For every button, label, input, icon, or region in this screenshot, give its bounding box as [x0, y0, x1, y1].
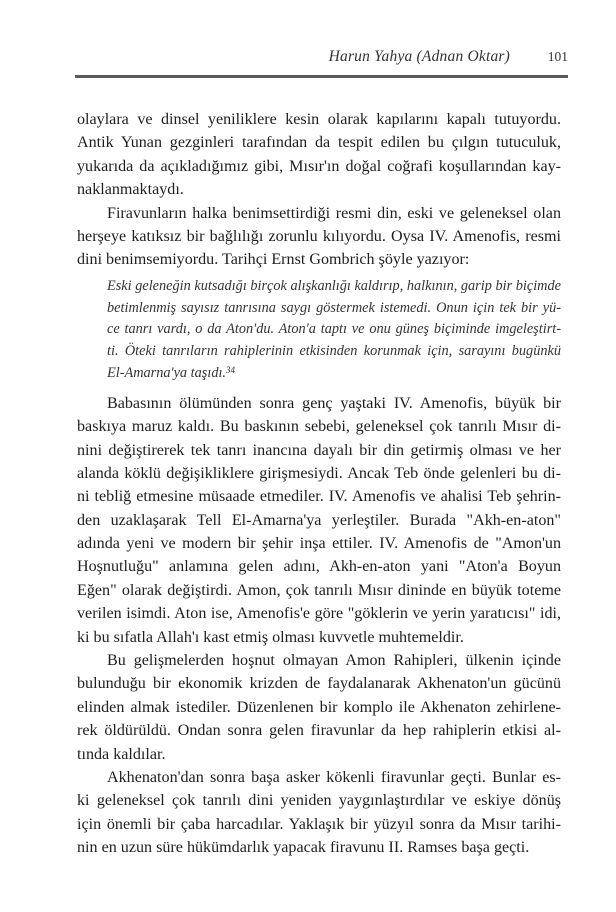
text-line: baskıya maruz kaldı. Bu baskının sebebi, geleneksel çok tanrılı Mısır di- — [77, 418, 561, 436]
text-line: alanda köklü değişikliklere girişmesiydi. Ancak Teb önde gelenleri bu di- — [77, 464, 561, 482]
text-line: den uzaklaşarak Tell El-Amarna'ya yerleştiler. Burada "Akh-en-aton" — [77, 511, 561, 529]
text-line: Antik Yunan gezginleri tarafından da tespit edilen bu çılgın tutuculuk, — [77, 134, 561, 152]
quote-line: Eski geleneğin kutsadığı birçok alışkanlığı kaldırıp, halkının, garip bir biçimde — [107, 277, 561, 294]
text-line: tında kaldılar. — [77, 745, 166, 763]
text-line: verilen isimdi. Aton ise, Amenofis'e göre "göklerin ve yerin yaratıcısı" idi, — [77, 605, 561, 623]
text-line: rek öldürüldü. Ondan sonra gelen firavunlar da hep rahiplerin etkisi al- — [77, 722, 561, 740]
quote-line: betimlenmiş sayısız tanrısına saygı göstermek istemedi. Onun için tek bir yü- — [107, 299, 561, 316]
running-header — [75, 46, 568, 70]
text-line: Firavunların halka benimsettirdiği resmi din, eski ve geleneksel olan — [107, 204, 561, 222]
text-line: Babasının ölümünden sonra genç yaştaki IV. Amenofis, büyük bir — [107, 394, 561, 412]
text-line: ki geleneksel çok tanrılı dini yeniden yaygınlaştırdılar ve eskiye dönüş — [77, 792, 561, 810]
page-body — [77, 108, 561, 860]
header-rule — [75, 75, 568, 78]
text-line: ki bu sıfatla Allah'ı kast etmiş olması kuvvetle muhtemeldir. — [77, 628, 464, 646]
paragraph — [77, 649, 561, 766]
text-line: bulunduğu bir ekonomik krizden de faydalanarak Akhenaton'un gücünü — [77, 675, 561, 693]
paragraph — [77, 202, 561, 272]
text-line: Eğen" olarak değiştirdi. Amon, çok tanrılı Mısır dininde en büyük toteme — [77, 581, 561, 599]
quote-line: ti. Öteki tanrıların rahiplerinin etkisinden korunmak için, sarayını bugünkü — [107, 343, 561, 360]
paragraph — [77, 108, 561, 202]
text-line: elinden almak istediler. Düzenlenen bir komplo ile Akhenaton zehirlene- — [77, 698, 561, 716]
page-number: 101 — [547, 49, 568, 64]
block-quote — [107, 276, 561, 385]
body-paragraphs-after-quote — [77, 392, 561, 860]
quote-line: El-Amarna'ya taşıdı.$^{34}$ — [107, 364, 236, 381]
text-line: nini değiştirerek tek tanrı inancına dayalı bir din getirmiş olması ve her — [77, 441, 561, 459]
text-line: dini benimsemiyordu. Tarihçi Ernst Gombrich şöyle yazıyor: — [77, 251, 470, 269]
text-line: Bu gelişmelerden hoşnut olmayan Amon Rahipleri, ülkenin içinde — [107, 652, 561, 670]
body-paragraphs-before-quote — [77, 108, 561, 272]
paragraph — [77, 392, 561, 649]
text-line: adında yeni ve modern bir şehir inşa ettiler. IV. Amenofis de "Amon'un — [77, 535, 561, 553]
footnote-reference[interactable]: 34 — [226, 364, 236, 375]
text-line: için önemli bir çaba harcadılar. Yaklaşık bir yüzyıl sonra da Mısır tarihi- — [77, 815, 561, 833]
text-line: olaylara ve dinsel yeniliklere kesin olarak kapılarını kapalı tutuyordu. — [77, 111, 561, 128]
text-line: herşeye katıksız bir bağlılığı zorunlu kılıyordu. Oysa IV. Amenofis, resmi — [77, 227, 561, 245]
paragraph — [77, 766, 561, 860]
text-line: Akhenaton'dan sonra başa asker kökenli firavunlar geçti. Bunlar es- — [107, 768, 561, 786]
header-author: Harun Yahya (Adnan Oktar) — [328, 48, 510, 65]
text-line: ni tebliğ etmesine müsaade etmediler. IV. Amenofis ve ahalisi Teb şehrin- — [77, 488, 561, 506]
text-line: Hoşnutluğu" anlamına gelen adını, Akh-en-aton yani "Aton'a Boyun — [77, 558, 561, 576]
quote-line: ce tanrı vardı, o da Aton'du. Aton'a taptı ve onu güneş biçiminde imgeleştirt- — [107, 321, 561, 338]
text-line: yukarıda da açıkladığımız gibi, Mısır'ın doğal coğrafi koşullarından kay- — [77, 157, 561, 175]
text-line: nin en uzun süre hükümdarlık yapacak firavunu II. Ramses başa geçti. — [77, 839, 530, 857]
text-line: naklanmaktaydı. — [77, 181, 184, 199]
